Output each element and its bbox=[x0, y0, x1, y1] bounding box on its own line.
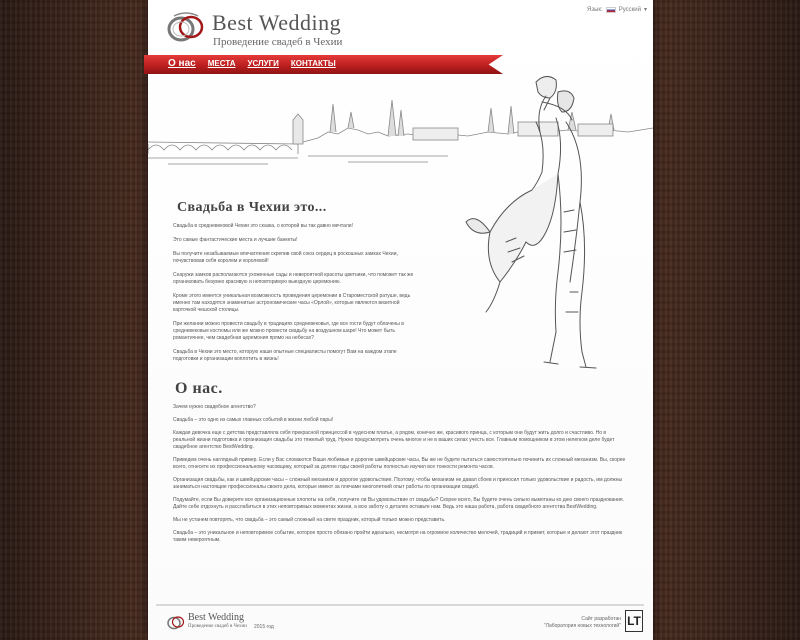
russia-flag-icon bbox=[606, 7, 616, 13]
couple-illustration bbox=[446, 62, 616, 372]
language-selector[interactable] bbox=[587, 6, 647, 13]
nav-item-contacts[interactable]: КОНТАКТЫ bbox=[290, 59, 336, 68]
section-wedding-in-czech bbox=[173, 200, 423, 363]
language-value: Русский bbox=[618, 6, 641, 13]
page-body bbox=[148, 0, 653, 640]
rings-logo-icon bbox=[166, 10, 206, 46]
footer-year: 2015 год bbox=[254, 624, 274, 630]
section1-paragraph: При желании можно провести свадьбу в традициях средневековья, где все гости будут облачены в средневековые костюмы или же можно провести свадьбу на воздушном шаре! Что может быть романтичнее, чем свадебная церемония прямо на небесах? bbox=[173, 321, 404, 341]
section1-paragraph: Свадьба в Чехии это место, которую наши опытные специалисты помогут Вам на каждом этапе подготовки и организации воплотить в жизнь! bbox=[173, 349, 397, 362]
nav-item-services[interactable]: УСЛУГИ bbox=[247, 59, 279, 68]
section2-paragraph: Каждая девочка еще с детства представляла себя прекрасной принцессой в чудесном платье, а рядом, конечно же, красивого принца, с которым они будут жить долго и счастливо. Но в реальной жизни подготовка и организация свадьбы это тяжелый труд. Нужно предусмотреть очень многое и не в ваших силах учесть все. Главным помощником в этом нелегком деле будет свадебное агентство BestWedding. bbox=[173, 430, 615, 450]
section1-paragraph: Это самые фантастические места и лучшие банкеты! bbox=[173, 237, 298, 243]
section2-paragraph: Приведем очень наглядный пример. Если у Вас сломаются Ваши любимые и дорогие швейцарские часы, Вы же не будете пытаться самостоятельно починить их сложный механизм. Вы, скорее всего, отнесете их профессиональному часовщику, который за долгие годы своей работы полностью изучил все тонкости ремонта часов. bbox=[173, 457, 626, 470]
section2-title: О нас. bbox=[175, 380, 223, 397]
logo-subtitle: Проведение свадеб в Чехии bbox=[213, 36, 343, 48]
section-about-us bbox=[173, 380, 628, 544]
nav-item-places[interactable]: МЕСТА bbox=[207, 59, 236, 68]
section1-paragraph: Кроме этого имеется уникальная возможность проведения церемонии в Староместской ратуше, ведь именно там находятся знаменитые астрономические часы «Орлой», которые являются визитной карточкой чешской столицы. bbox=[173, 293, 411, 313]
developer-credit[interactable] bbox=[544, 616, 621, 630]
nav-items bbox=[168, 58, 336, 69]
developer-logo-icon[interactable]: LT bbox=[625, 610, 643, 632]
section2-paragraph: Свадьба – это одно из самых главных событий в жизни любой пары! bbox=[173, 417, 334, 423]
section1-paragraph: Снаружи замков располагаются ухоженные сады и невероятной красоты цветники, что поможет так же организовать безумно красивую и неповторимую выездную церемонию. bbox=[173, 272, 414, 285]
section2-paragraph: Зачем нужно свадебное агентство? bbox=[173, 404, 256, 410]
section2-paragraph: Свадьба – это уникальное и неповторимое событие, которое просто обязано пройти идеально, несмотря на огромное количество мелочей, традиций и примет, которые и делают этот праздник таким невероятным. bbox=[173, 530, 623, 543]
rings-logo-icon bbox=[166, 614, 186, 630]
section1-paragraph: Вы получите незабываемые впечатления скрепив свой союз сердец в роскошных замках Чехии, почувствовав себя королем и королевой! bbox=[173, 251, 398, 264]
chevron-down-icon: ▾ bbox=[643, 7, 647, 13]
section2-paragraph: Организация свадьбы, как и швейцарские часы – сложный механизм и дорогое удовольствие. Поэтому, чтобы механизм не давал сбоев и приносил только удовольствие и радость, им должны заниматься настоящие профессионалы своего дела, которые имеют за плечами многолетний опыт работы по организации свадеб. bbox=[173, 477, 623, 490]
page-container bbox=[148, 0, 653, 640]
footer-logo-subtitle: Проведение свадеб в Чехии bbox=[188, 624, 247, 629]
developer-credit-line2: "Лаборатория новых технологий" bbox=[543, 623, 621, 629]
nav-item-about[interactable]: О нас bbox=[168, 58, 196, 69]
language-label: Язык: bbox=[587, 6, 603, 13]
footer-logo[interactable] bbox=[166, 612, 306, 634]
logo-title: Best Wedding bbox=[212, 10, 342, 35]
site-logo[interactable] bbox=[166, 8, 356, 48]
section1-title: Свадьба в Чехии это... bbox=[177, 200, 327, 215]
section2-paragraph: Мы не устанем повторять, что свадьба – это самый сложный на свете праздник, который только можно представить. bbox=[173, 517, 446, 523]
footer-divider bbox=[156, 604, 644, 606]
footer-logo-title: Best Wedding bbox=[188, 612, 244, 623]
section2-paragraph: Подумайте, если Вы доверите все организационные хлопоты на себя, получите ли Вы удовольствие от свадьбы? Скорее всего, Вы будете очень сильно вымотаны ко дню своего празднования. Дайте себе отдохнуть и расслабиться в этих неповторимых моментах жизни, а всю заботу о деталях оставьте нам. Ведь это наша работа, работа свадебного агентства BestWedding. bbox=[173, 497, 624, 510]
developer-credit-line1: Сайт разработан bbox=[581, 616, 621, 622]
section1-paragraph: Свадьба в средневековой Чехии это сказка, о которой вы так давно мечтали! bbox=[173, 223, 353, 229]
